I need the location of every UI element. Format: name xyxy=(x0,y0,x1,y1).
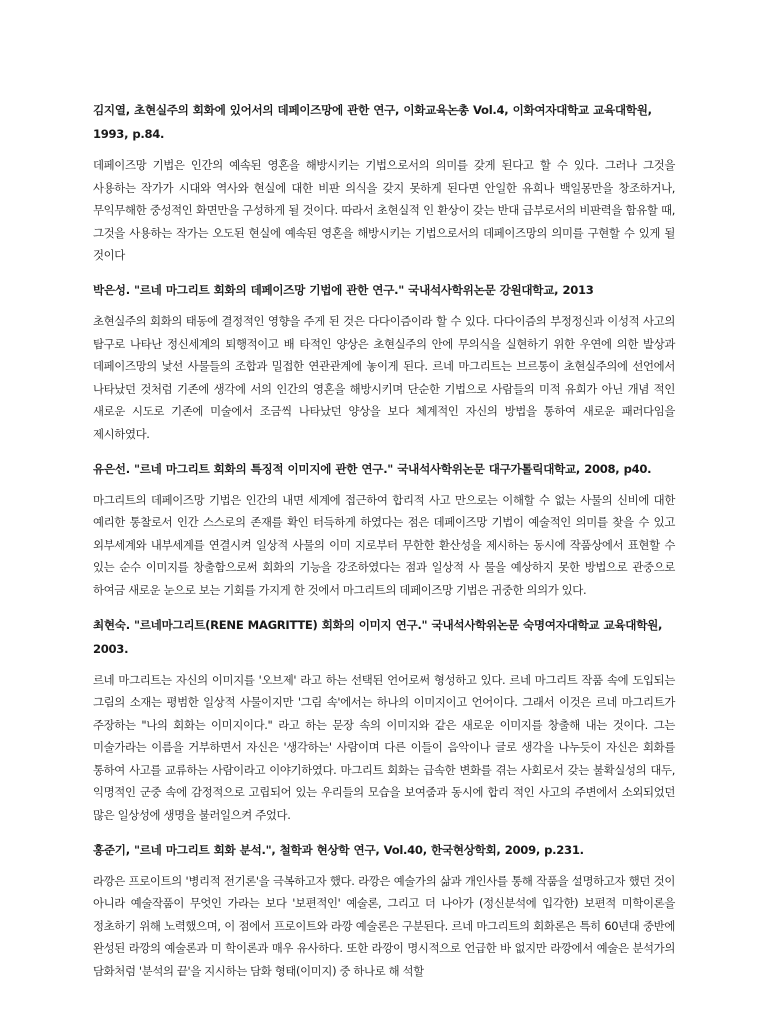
summary-text: 데페이즈망 기법은 인간의 예속된 영혼을 해방시키는 기법으로서의 의미를 갖게 된다고 할 수 있다. 그러나 그것을 사용하는 작가가 시대와 역사와 현실에 대한 비판 의식을 갖지 못하게 된다면 안일한 유희나 백일몽만을 창조하거나, 무익무해한 중성적인 화면만을 구성하게 될 것이다. 따라서 초현실적 인 환상이 갖는 반대 급부로서의 비판력을 함유할 때, 그것을 사용하는 작가는 오도된 현실에 예속된 영혼을 해방시키는 기법으로서의 데페이즈망의 의미를 구현할 수 있게 될 것이다 xyxy=(93,158,675,263)
summary-text: 초현실주의 회화의 태동에 결정적인 영향을 주게 된 것은 다다이즘이라 할 수 있다. 다다이즘의 부정정신과 이성적 사고의 탐구로 나타난 정신세계의 퇴행적이고 배 타적인 양상은 초현실주의 안에 무의식을 실현하기 위한 우연에 의한 발상과 데페이즈망의 낯선 사물들의 조합과 밀접한 연관관계에 놓이게 된다. 르네 마그리트는 브르통이 초현실주의에 선언에서 나타났던 것처럼 기존에 생각에 서의 인간의 영혼을 해방시키며 단순한 기법으로 사람들의 미적 유희가 아닌 개념 적인 새로운 시도로 기존에 미술에서 조금씩 나타났던 양상을 보다 체계적인 자신의 방법을 통하여 새로운 패러다임을 제시하였다. xyxy=(93,313,675,441)
document-page xyxy=(93,98,675,994)
reference-entry-5 xyxy=(93,838,675,983)
summary-text: 마그리트의 데페이즈망 기법은 인간의 내면 세계에 접근하여 합리적 사고 만으로는 이해할 수 없는 사물의 신비에 대한 예리한 통찰로서 인간 스스로의 존재를 확인 터득하게 하였다는 점은 데페이즈망 기법이 예술적인 의미를 찾을 수 있고 외부세계와 내부세계를 연결시켜 일상적 사물의 이미 지로부터 무한한 환산성을 제시하는 동시에 작품상에서 표현할 수 있는 순수 이미지를 창출함으로써 회화의 기능을 강조하였다는 점과 일상적 사 물을 예상하지 못한 방법으로 관중으로 하여금 새로운 눈으로 보는 기회를 가지게 한 것에서 마그리트의 데페이즈망 기법은 귀중한 의의가 있다. xyxy=(93,492,675,597)
citation-text: 박은성. "르네 마그리트 회화의 데페이즈망 기법에 관한 연구." 국내석사학위논문 강원대학교, 2013 xyxy=(93,282,594,297)
summary-text: 르네 마그리트는 자신의 이미지를 '오브제' 라고 하는 선택된 언어로써 형성하고 있다. 르네 마그리트 작품 속에 도입되는 그림의 소재는 평범한 일상적 사물이지만 '그림 속'에서는 하나의 이미지이고 언어이다. 그래서 이것은 르네 마그리트가 주장하는 "나의 회화는 이미지이다." 라고 하는 문장 속의 이미지와 같은 새로운 이미지를 창출해 내는 것이다. 그는 미술가라는 이름을 거부하면서 자신은 '생각하는' 사람이며 다른 이들이 음악이나 글로 생각을 나누듯이 자신은 회화를 통하여 사고를 교류하는 사람이라고 이야기하였다. 마그리트 회화는 급속한 변화를 겪는 사회로서 갖는 불확실성의 대두, 익명적인 군중 속에 감정적으로 고립되어 있는 우리들의 모습을 보여줌과 동시에 합리 적인 사고의 주변에서 소외되었던 많은 일상성에 생명을 불러일으켜 주었다. xyxy=(93,672,675,823)
citation-text: 유은선. "르네 마그리트 회화의 특징적 이미지에 관한 연구." 국내석사학위논문 대구가톨릭대학교, 2008, p40. xyxy=(93,461,652,476)
citation-text: 김지열, 초현실주의 회화에 있어서의 데페이즈망에 관한 연구, 이화교육논총 Vol.4, 이화여자대학교 교육대학원, 1993, p.84. xyxy=(93,103,652,141)
summary-text: 라깡은 프로이트의 '병리적 전기론'을 극복하고자 했다. 라깡은 예술가의 삶과 개인사를 통해 작품을 설명하고자 했던 것이 아니라 예술작품이 무엇인 가라는 보다 '보편적인' 예술론, 그리고 더 나아가 (정신분석에 입각한) 보편적 미학이론을 정초하기 위해 노력했으며, 이 점에서 프로이트와 라깡 예술론은 구분된다. 르네 마그리트의 회화론은 특히 60년대 중반에 완성된 라깡의 예술론과 미 학이론과 매우 유사하다. 또한 라깡이 명시적으로 언급한 바 없지만 라깡에서 예술은 분석가의 담화처럼 '분석의 끝'을 지시하는 담화 형태(이미지) 중 하나로 해 석할 xyxy=(93,873,675,979)
reference-entry-3 xyxy=(93,457,675,602)
reference-entry-1 xyxy=(93,98,675,267)
reference-entry-2 xyxy=(93,278,675,446)
citation-text: 최현숙. "르네마그리트(RENE MAGRITTE) 회화의 이미지 연구." 국내석사학위논문 숙명여자대학교 교육대학원, 2003. xyxy=(93,617,663,656)
reference-entry-4 xyxy=(93,613,675,827)
citation-text: 홍준기, "르네 마그리트 회화 분석.", 철학과 현상학 연구, Vol.40, 한국현상학회, 2009, p.231. xyxy=(93,842,584,857)
